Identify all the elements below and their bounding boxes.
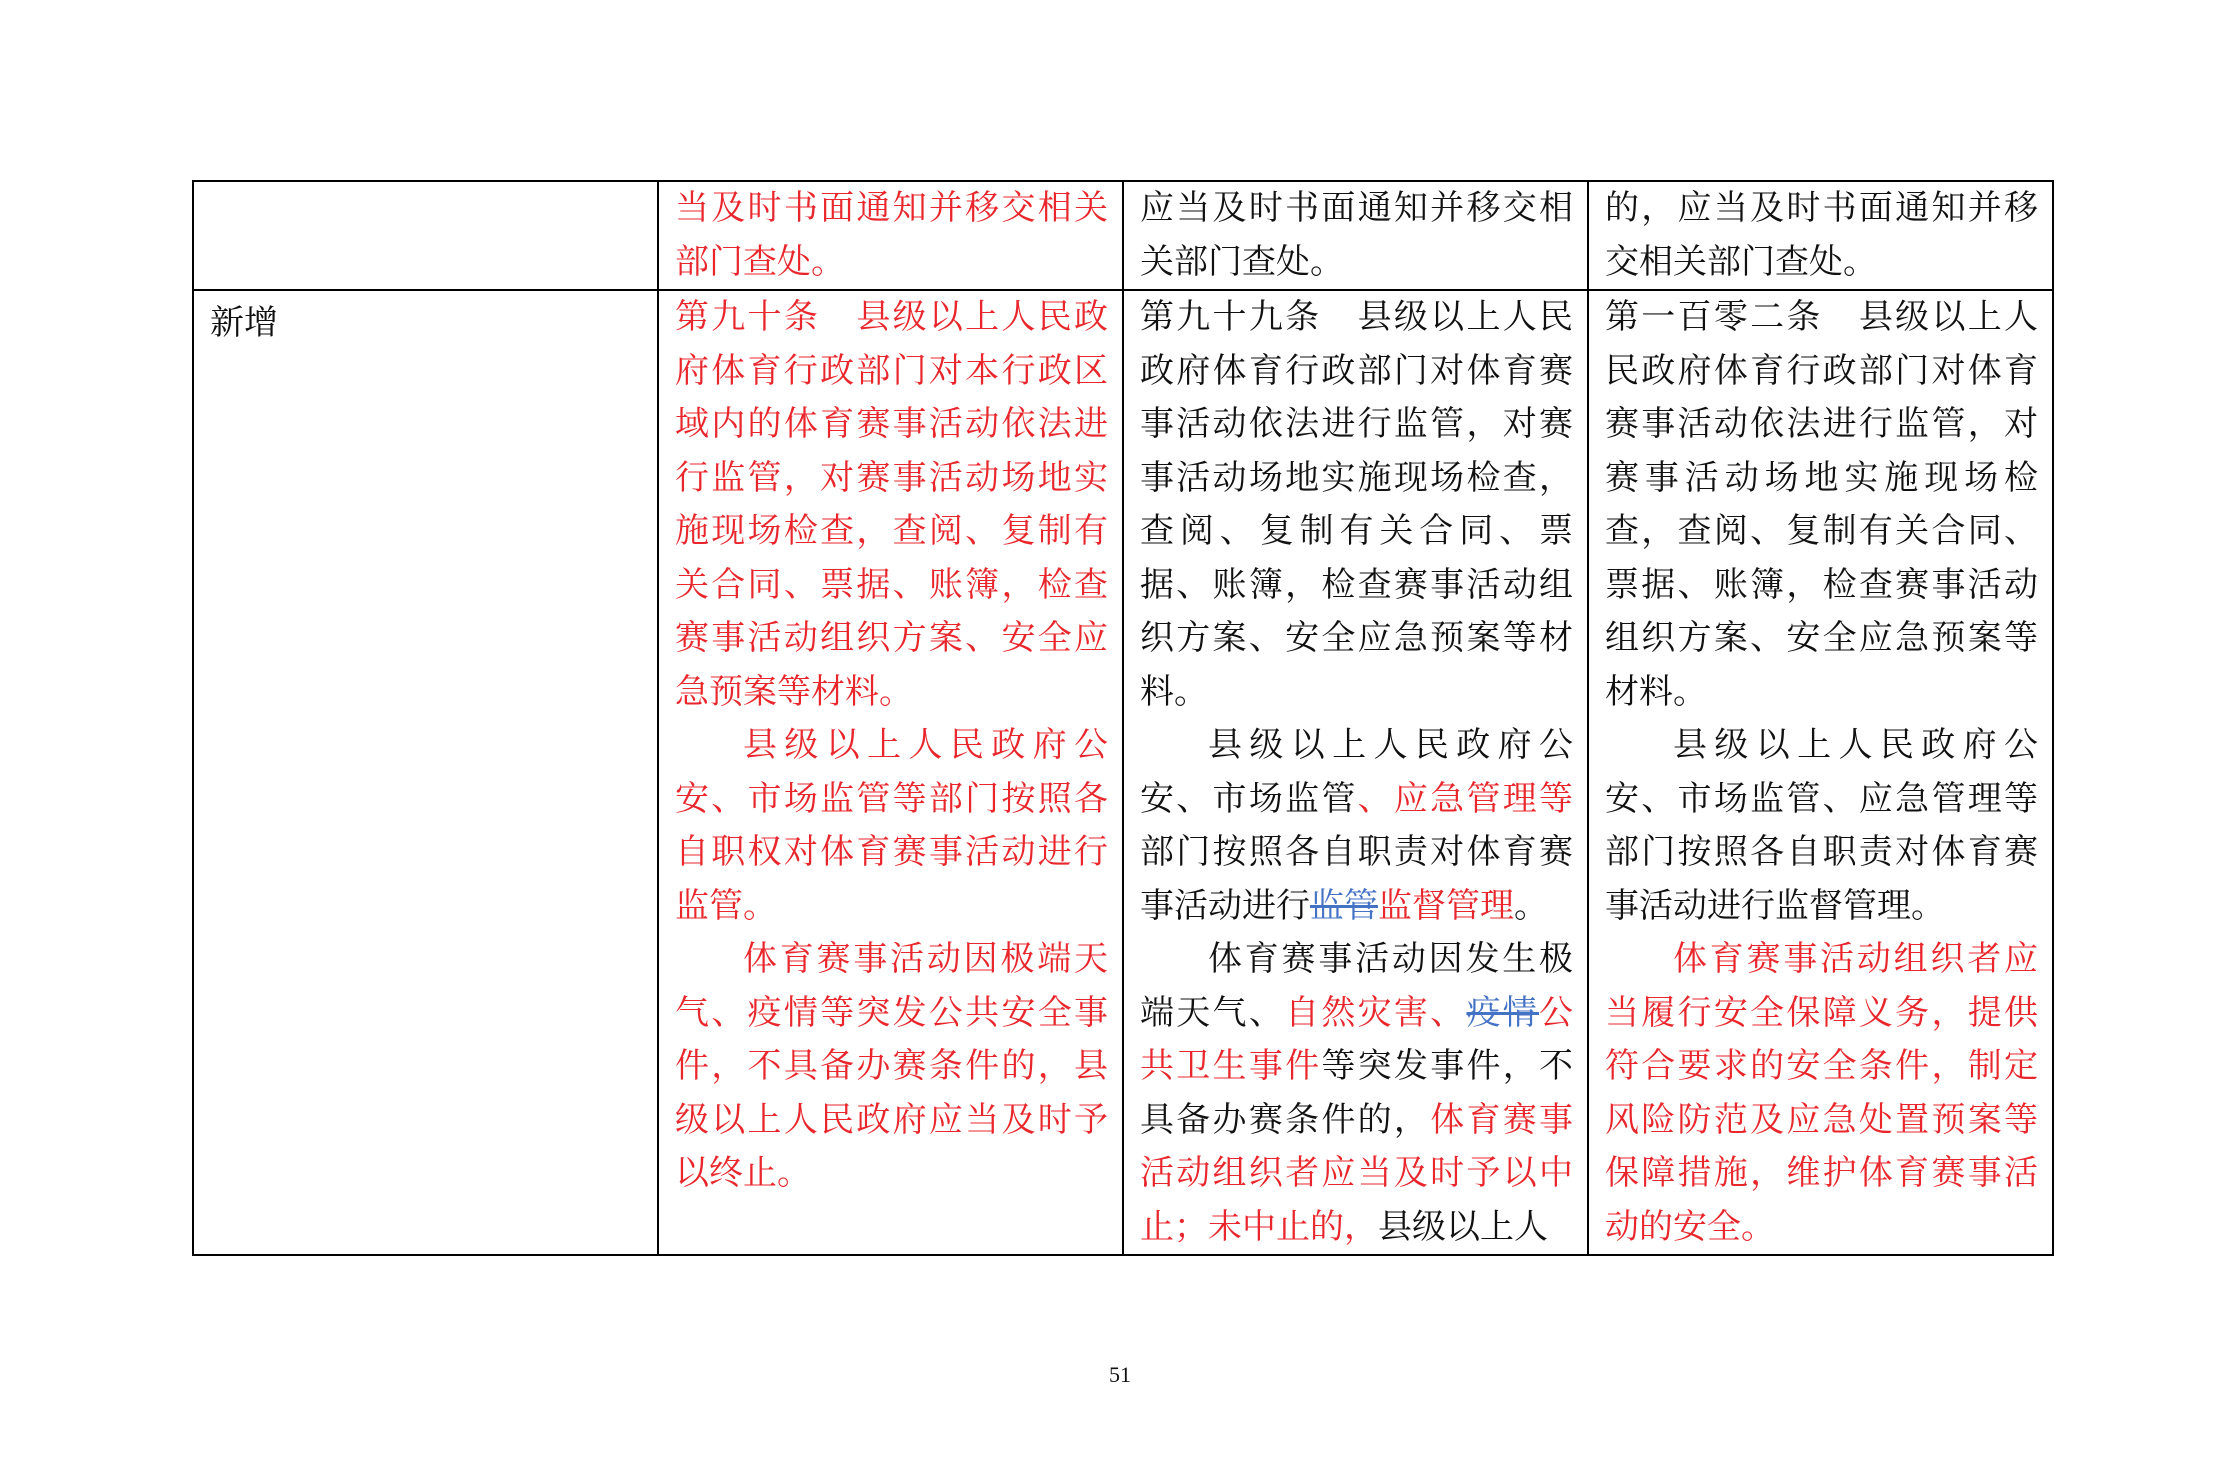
table-row [193,290,2053,1255]
col2-paragraph-1: 第九十九条 县级以上人民政府体育行政部门对体育赛事活动依法进行监管，对赛事活动场地实施现场检查，查阅、复制有关合同、票据、账簿，检查赛事活动组织方案、安全应急预案等材料。 [1140,297,1573,712]
text-run: 部门按照各自职责对体育赛事活动进行 [1140,832,1573,926]
col1-paragraph-3: 体育赛事活动因极端天气、疫情等突发公共安全事件，不具备办赛条件的，县级以上人民政府应当及时予以终止。 [675,939,1108,1193]
cell-col3 [1588,290,2053,1255]
comparison-table [192,180,2054,1256]
cell-col2 [1123,181,1588,290]
deleted-text: 监管 [1310,885,1378,926]
col3-paragraph-3: 体育赛事活动组织者应当履行安全保障义务，提供符合要求的安全条件，制定风险防范及应急处置预案等保障措施，维护体育赛事活动的安全。 [1605,939,2038,1247]
inserted-text: 监督管理 [1378,885,1514,926]
col3-paragraph-2: 县级以上人民政府公安、市场监管、应急管理等部门按照各自职责对体育赛事活动进行监督管理。 [1605,725,2038,926]
inserted-text: 、应急管理等 [1357,778,1574,819]
inserted-text: 公共卫生事件 [1140,992,1574,1086]
col2-text: 应当及时书面通知并移交相关部门查处。 [1140,188,1573,282]
row-label: 新增 [210,303,278,343]
col3-text: 的，应当及时书面通知并移交相关部门查处。 [1605,188,2038,282]
cell-col1 [658,290,1123,1255]
cell-col2 [1123,290,1588,1255]
cell-col3 [1588,181,2053,290]
col1-paragraph-1: 第九十条 县级以上人民政府体育行政部门对本行政区域内的体育赛事活动依法进行监管，对赛事活动场地实施现场检查，查阅、复制有关合同、票据、账簿，检查赛事活动组织方案、安全应急预案等材料。 [675,297,1108,712]
text-run: 。 [1514,885,1548,926]
col2-paragraph-2 [1140,719,1573,933]
inserted-text: 体育赛事活动组织者应当及时予以中止；未中止的， [1140,1099,1574,1247]
inserted-text: 自然灾害、 [1285,992,1467,1033]
row-label-cell [193,181,658,290]
table-row [193,181,2053,290]
col3-paragraph-1: 第一百零二条 县级以上人民政府体育行政部门对体育赛事活动依法进行监管，对赛事活动场地实施现场检查，查阅、复制有关合同、票据、账簿，检查赛事活动组织方案、安全应急预案等材料。 [1605,297,2038,712]
col1-paragraph-2: 县级以上人民政府公安、市场监管等部门按照各自职权对体育赛事活动进行监管。 [675,725,1108,926]
cell-col1 [658,181,1123,290]
page-number: 51 [1109,1362,1131,1387]
col2-paragraph-3 [1140,933,1573,1254]
text-run: 县级以上人民政府公安、市场监管 [1140,725,1573,819]
text-run: 等突发事件，不具备办赛条件的， [1140,1046,1574,1140]
text-run: 体育赛事活动因发生极端天气、 [1140,939,1573,1033]
row-label-cell [193,290,658,1255]
deleted-text: 疫情 [1466,992,1540,1033]
text-run: 县级以上人 [1378,1206,1548,1247]
col1-text: 当及时书面通知并移交相关部门查处。 [675,188,1108,282]
